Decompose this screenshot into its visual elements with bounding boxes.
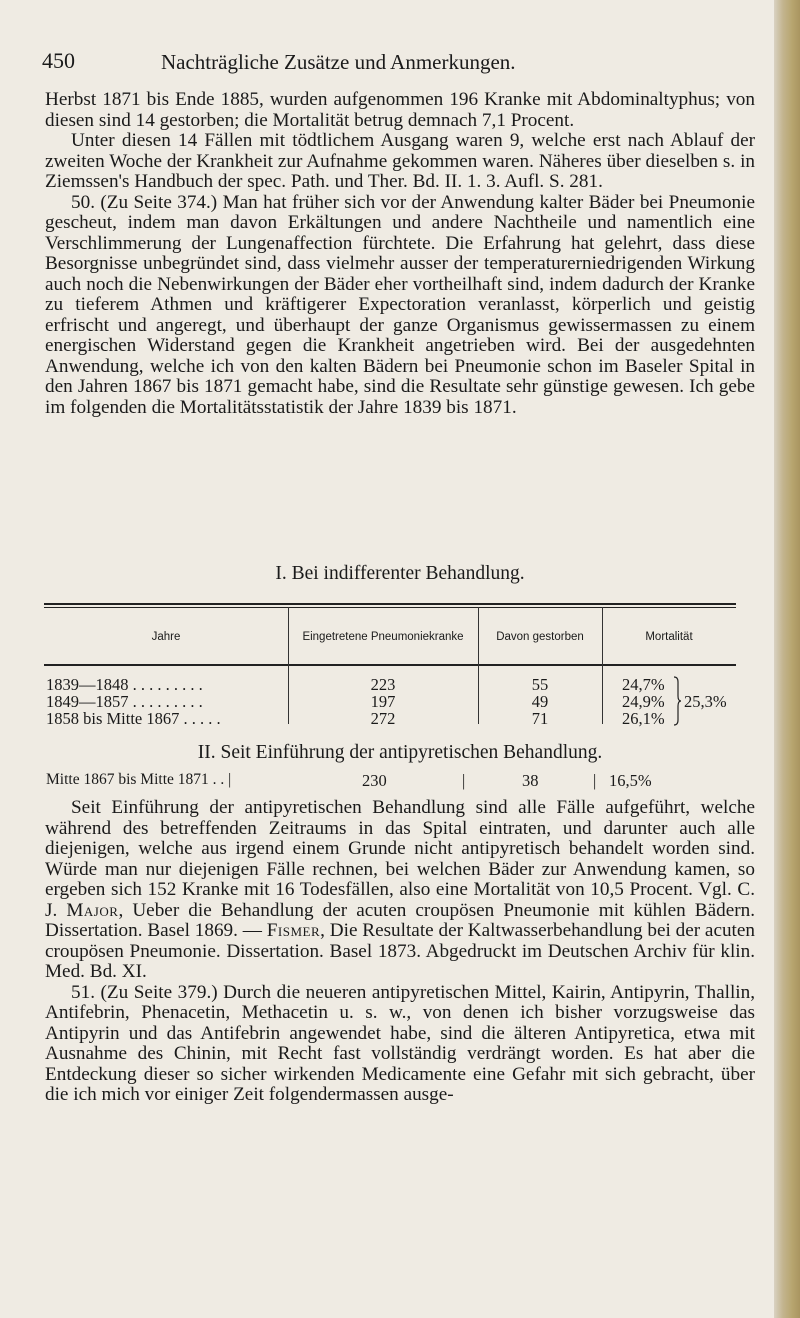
header-died: Davon gestorben bbox=[496, 630, 584, 643]
table-title: I. Bei indifferenter Behandlung. bbox=[275, 563, 525, 584]
table-row-died: 55 bbox=[531, 675, 549, 694]
combined-mortality: 25,3% bbox=[684, 692, 727, 711]
body-text-top bbox=[45, 90, 755, 418]
header-mortality: Mortalität bbox=[645, 630, 693, 643]
header-years: Jahre bbox=[151, 630, 181, 643]
section-2-separator: | bbox=[462, 771, 466, 790]
table-row-years: 1858 bis Mitte 1867 . . . . . bbox=[46, 709, 221, 728]
section-2-died: 38 bbox=[522, 771, 539, 790]
table-row-mortality: 26,1% bbox=[622, 709, 665, 728]
table-row-admitted: 272 bbox=[370, 709, 396, 728]
table-header-rule bbox=[44, 664, 736, 666]
running-title: Nachträgliche Zusätze und Anmerkungen. bbox=[161, 50, 516, 74]
table-top-rule bbox=[44, 603, 736, 605]
header-admitted: Eingetretene Pneumoniekranke bbox=[302, 630, 464, 643]
column-divider bbox=[602, 607, 603, 724]
paragraph-3: 50. (Zu Seite 374.) Man hat früher sich vor der Anwendung kalter Bäder bei Pneumonie gescheut, indem man davon Erkältungen und andere Nachtheile und namentlich eine Verschlimmerung der Lungenaffection fürchtete. Die Erfahrung hat gelehrt, dass diese Besorgnisse unbegründet sind, dass vielmehr ausser der temperaturerniedrigenden Wirkung auch noch die Nebenwirkungen der Bäder eher vortheilhaft sind, indem dadurch der Kranke zu tieferem Athmen und kräftigerer Expectoration veranlasst, körperlich und geistig erfrischt und angeregt, und überhaupt der ganze Organismus gewissermassen zu einem energischen Widerstand gegen die Krankheit angetrieben wird. Bei der ausgedehnten Anwendung, welche ich von den kalten Bädern bei Pneumonie schon im Baseler Spital in den Jahren 1867 bis 1871 gemacht habe, sind die Resultate sehr günstige gewesen. Ich gebe im folgenden die Mortalitätsstatistik der Jahre 1839 bis 1871. bbox=[45, 191, 755, 418]
table-row-died: 71 bbox=[531, 709, 549, 728]
table-row-mortality: 24,9% bbox=[622, 692, 665, 711]
table-row-years: 1849—1857 . . . . . . . . . bbox=[46, 692, 203, 711]
table-row-years: 1839—1848 . . . . . . . . . bbox=[46, 675, 203, 694]
right-brace-icon bbox=[673, 676, 681, 726]
table-row-admitted: 197 bbox=[370, 692, 396, 711]
body-text-bottom bbox=[45, 798, 755, 1106]
table-row-admitted: 223 bbox=[370, 675, 396, 694]
table-row-died: 49 bbox=[531, 692, 549, 711]
table-top-rule-thin bbox=[44, 607, 736, 608]
page-edge bbox=[774, 0, 800, 1318]
author-major: Major bbox=[66, 899, 119, 921]
section-2-years: Mitte 1867 bis Mitte 1871 . . | bbox=[46, 771, 232, 788]
paragraph-4 bbox=[45, 798, 755, 983]
section-2-separator: | bbox=[593, 771, 597, 790]
paragraph-4-part-c: , Die Resultate der Kaltwasserbehandlung bei der acuten croupösen Pneumonie. Dissertation. Basel 1873. Abgedruckt im Deutschen Archiv für klin. Med. Bd. XI. bbox=[45, 920, 755, 982]
paragraph-4-part-b: , Ueber die Behandlung der acuten croupösen Pneumonie mit kühlen Bädern. Dissertation. Basel 1869. — bbox=[45, 899, 755, 941]
paragraph-4-part-a: Seit Einführung der antipyretischen Behandlung sind alle Fälle aufgeführt, welche während des betreffenden Zeitraums in das Spital eintraten, und darunter auch alle diejenigen, welche aus irgend einem Grunde nicht antipyretisch behandelt worden sind. Würde man nur diejenigen Fälle rechnen, bei welchen Bäder zur Anwendung kamen, so ergeben sich 152 Kranke mit 16 Todesfällen, also eine Mortalität von 10,5 Procent. Vgl. C. J. bbox=[45, 797, 755, 921]
paragraph-2: Unter diesen 14 Fällen mit tödtlichem Ausgang waren 9, welche erst nach Ablauf der zweiten Woche der Krankheit zur Aufnahme gekommen waren. Näheres über dieselben s. in Ziemssen's Handbuch der spec. Path. und Ther. Bd. II. 1. 3. Aufl. S. 281. bbox=[45, 130, 755, 192]
page-number: 450 bbox=[42, 48, 75, 73]
table-row-mortality: 24,7% bbox=[622, 675, 665, 694]
section-2-admitted: 230 bbox=[362, 771, 387, 790]
section-2-mortality: 16,5% bbox=[609, 771, 652, 790]
author-fismer: Fismer bbox=[266, 920, 321, 941]
page-header bbox=[42, 48, 762, 78]
section-2-title: II. Seit Einführung der antipyretischen Behandlung. bbox=[197, 742, 603, 763]
paragraph-5: 51. (Zu Seite 379.) Durch die neueren antipyretischen Mittel, Kairin, Antipyrin, Thallin, Antifebrin, Phenacetin, Methacetin u. s. w., von denen ich bisher vorzugsweise das Antipyrin und das Antifebrin angewendet habe, sind die älteren Antipyretica, etwa mit Ausnahme des Chinin, mit Recht fast vollständig verdrängt worden. Es hat aber die Entdeckung dieser so sicher wirkenden Medicamente eine Gefahr mit sich gebracht, über die ich mich vor einiger Zeit folgendermassen ausge- bbox=[45, 981, 755, 1105]
paragraph-1: Herbst 1871 bis Ende 1885, wurden aufgenommen 196 Kranke mit Abdominaltyphus; von diesen sind 14 gestorben; die Mortalität betrug demnach 7,1 Procent. bbox=[45, 89, 755, 131]
